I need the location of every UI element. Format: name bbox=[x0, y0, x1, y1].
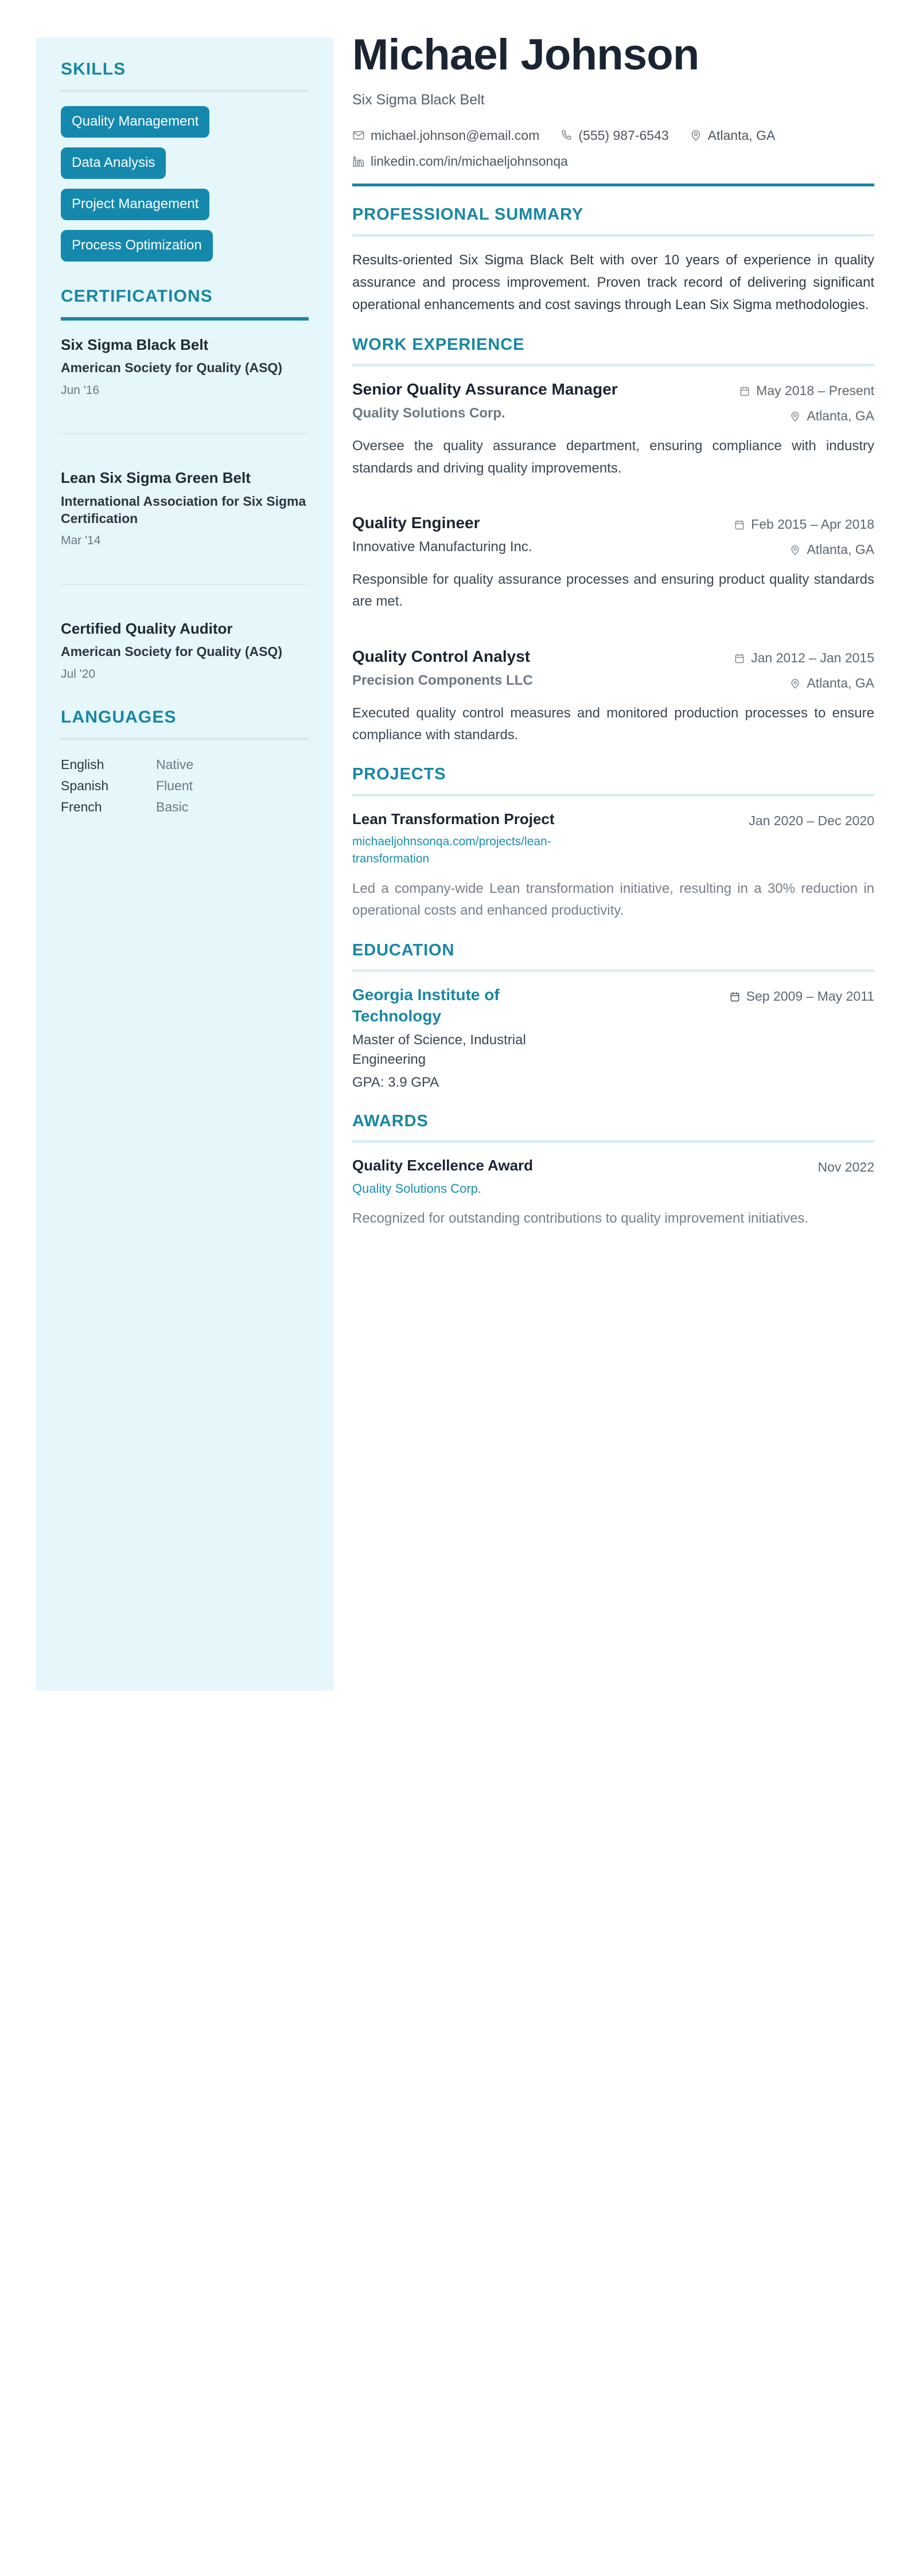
project-dates bbox=[749, 809, 874, 830]
spacer bbox=[61, 397, 309, 433]
contact-phone[interactable] bbox=[560, 127, 668, 144]
calendar-icon bbox=[734, 653, 745, 664]
sidebar-section-languages bbox=[61, 708, 309, 818]
education-gpa: GPA: 3.9 GPA bbox=[352, 1075, 439, 1091]
section-projects bbox=[352, 766, 874, 922]
education-degree: Master of Science, Industrial Engineering bbox=[352, 1032, 526, 1068]
job-company: Quality Solutions Corp. bbox=[352, 405, 505, 421]
calendar-icon bbox=[734, 519, 745, 530]
skill-pill[interactable]: Data Analysis bbox=[61, 147, 166, 179]
award-date-text: Nov 2022 bbox=[817, 1160, 874, 1175]
candidate-title: Six Sigma Black Belt bbox=[352, 91, 485, 108]
awards-heading: AWARDS bbox=[352, 1111, 429, 1130]
job-dates bbox=[734, 646, 874, 667]
project-url[interactable]: michaeljohnsonqa.com/projects/lean-transformation bbox=[352, 835, 551, 865]
language-level: Native bbox=[156, 756, 194, 772]
map-pin-icon bbox=[690, 129, 702, 142]
language-row bbox=[61, 754, 309, 775]
work-entry-title-row bbox=[352, 379, 874, 400]
skill-pill[interactable]: Quality Management bbox=[61, 106, 209, 138]
project-description: Led a company-wide Lean transformation initiative, resulting in a 30% reduction in operational costs and enhanced productivity. bbox=[352, 880, 874, 919]
spacer bbox=[61, 548, 309, 584]
envelope-icon bbox=[352, 129, 365, 142]
job-title: Senior Quality Assurance Manager bbox=[352, 380, 618, 399]
calendar-icon bbox=[729, 991, 741, 1002]
contact-email-text: michael.johnson@email.com bbox=[371, 127, 540, 143]
award-title: Quality Excellence Award bbox=[352, 1157, 534, 1174]
projects-divider bbox=[352, 794, 874, 797]
education-school: Georgia Institute of Technology bbox=[352, 986, 500, 1025]
certification-date: Jun '16 bbox=[61, 384, 100, 397]
language-name: French bbox=[61, 799, 102, 815]
certification-date: Jul '20 bbox=[61, 667, 96, 681]
education-divider bbox=[352, 969, 874, 972]
project-title: Lean Transformation Project bbox=[352, 810, 555, 828]
job-title: Quality Control Analyst bbox=[352, 647, 531, 665]
certification-title: Certified Quality Auditor bbox=[61, 619, 233, 637]
work-entry-company-row bbox=[352, 672, 874, 692]
candidate-name: Michael Johnson bbox=[352, 30, 699, 79]
contact-linkedin[interactable] bbox=[352, 153, 568, 170]
education-dates-text: Sep 2009 – May 2011 bbox=[746, 989, 874, 1004]
skills-heading: SKILLS bbox=[61, 60, 126, 79]
work-entry-title-row bbox=[352, 513, 874, 534]
header-divider bbox=[352, 184, 874, 186]
section-education bbox=[352, 942, 874, 1093]
work-entry bbox=[352, 646, 874, 747]
section-professional-summary bbox=[352, 206, 874, 317]
job-dates bbox=[739, 379, 874, 400]
spacer bbox=[352, 613, 874, 646]
education-dates bbox=[729, 985, 874, 1005]
certifications-heading: CERTIFICATIONS bbox=[61, 287, 213, 306]
certification-date: Mar '14 bbox=[61, 534, 101, 548]
work-entry-company-row bbox=[352, 404, 874, 425]
calendar-icon bbox=[739, 385, 750, 397]
job-company: Precision Components LLC bbox=[352, 672, 533, 688]
job-location-text: Atlanta, GA bbox=[807, 408, 874, 424]
certification-title: Lean Six Sigma Green Belt bbox=[61, 469, 251, 487]
certification-issuer: International Association for Six Sigma Certification bbox=[61, 493, 306, 526]
summary-text: Results-oriented Six Sigma Black Belt with over 10 years of experience in quality assurance and process improvement. Proven track record of delivering significant operational enhancements and cost savings through Lean Six Sigma methodologies. bbox=[352, 252, 874, 313]
certification-item bbox=[61, 619, 309, 681]
section-work-experience bbox=[352, 336, 874, 747]
job-location-text: Atlanta, GA bbox=[807, 675, 874, 690]
job-location bbox=[789, 538, 874, 559]
map-pin-icon bbox=[789, 678, 801, 689]
linkedin-icon bbox=[352, 155, 365, 168]
summary-heading: PROFESSIONAL SUMMARY bbox=[352, 205, 584, 224]
contact-phone-text: (555) 987-6543 bbox=[578, 127, 669, 143]
certification-title: Six Sigma Black Belt bbox=[61, 336, 209, 353]
job-location bbox=[789, 672, 874, 692]
contact-row-secondary bbox=[352, 153, 874, 170]
job-location-text: Atlanta, GA bbox=[807, 542, 874, 557]
skills-divider bbox=[61, 89, 309, 92]
job-company: Innovative Manufacturing Inc. bbox=[352, 539, 532, 555]
spacer bbox=[61, 681, 309, 708]
sidebar bbox=[36, 38, 334, 1691]
phone-icon bbox=[560, 129, 573, 142]
language-name: English bbox=[61, 756, 104, 772]
main-column bbox=[352, 32, 874, 1230]
contact-row-primary bbox=[352, 127, 874, 144]
award-description: Recognized for outstanding contributions to quality improvement initiatives. bbox=[352, 1210, 809, 1226]
job-dates-text: May 2018 – Present bbox=[756, 383, 874, 399]
contact-email[interactable] bbox=[352, 127, 539, 144]
job-title: Quality Engineer bbox=[352, 514, 480, 532]
contact-linkedin-text: linkedin.com/in/michaeljohnsonqa bbox=[371, 154, 568, 169]
languages-divider bbox=[61, 737, 309, 740]
work-entry bbox=[352, 513, 874, 613]
certification-separator bbox=[61, 433, 309, 434]
work-heading: WORK EXPERIENCE bbox=[352, 335, 525, 354]
projects-heading: PROJECTS bbox=[352, 765, 446, 784]
skill-pill[interactable]: Process Optimization bbox=[61, 230, 213, 261]
language-level: Fluent bbox=[156, 778, 193, 794]
certification-item bbox=[61, 335, 309, 397]
job-dates-text: Feb 2015 – Apr 2018 bbox=[751, 517, 874, 532]
contact-location bbox=[690, 127, 776, 144]
certification-separator bbox=[61, 584, 309, 585]
award-date bbox=[818, 1156, 874, 1176]
job-dates bbox=[734, 513, 874, 533]
work-entry-company-row bbox=[352, 538, 874, 559]
job-description: Responsible for quality assurance processes and ensuring product quality standards are met. bbox=[352, 571, 874, 610]
summary-divider bbox=[352, 234, 874, 237]
certification-issuer: American Society for Quality (ASQ) bbox=[61, 643, 282, 659]
language-level: Basic bbox=[156, 799, 189, 815]
map-pin-icon bbox=[789, 411, 801, 422]
job-dates-text: Jan 2012 – Jan 2015 bbox=[751, 650, 874, 665]
spacer bbox=[352, 479, 874, 513]
language-name: Spanish bbox=[61, 778, 109, 794]
spacer bbox=[61, 261, 309, 287]
map-pin-icon bbox=[789, 544, 801, 556]
certification-item bbox=[61, 469, 309, 548]
sidebar-section-certifications bbox=[61, 287, 309, 681]
contact-location-text: Atlanta, GA bbox=[707, 127, 776, 143]
work-entry bbox=[352, 379, 874, 479]
project-dates-text: Jan 2020 – Dec 2020 bbox=[749, 813, 874, 829]
certification-issuer: American Society for Quality (ASQ) bbox=[61, 360, 282, 376]
work-divider bbox=[352, 364, 874, 366]
skills-list bbox=[61, 106, 309, 261]
job-location bbox=[789, 404, 874, 425]
education-heading: EDUCATION bbox=[352, 940, 455, 959]
project-entry bbox=[352, 809, 874, 922]
resume-header bbox=[352, 32, 874, 186]
sidebar-section-skills bbox=[61, 60, 309, 261]
education-entry bbox=[352, 985, 874, 1092]
award-title-row bbox=[352, 1156, 874, 1176]
work-entry-title-row bbox=[352, 646, 874, 668]
languages-heading: LANGUAGES bbox=[61, 707, 177, 727]
education-title-row bbox=[352, 985, 874, 1027]
award-entry bbox=[352, 1156, 874, 1230]
job-description: Executed quality control measures and monitored production processes to ensure compliance with standards. bbox=[352, 705, 874, 743]
project-title-row bbox=[352, 809, 874, 830]
language-row bbox=[61, 775, 309, 797]
skill-pill[interactable]: Project Management bbox=[61, 189, 209, 220]
language-row bbox=[61, 797, 309, 818]
section-awards bbox=[352, 1113, 874, 1230]
award-issuer: Quality Solutions Corp. bbox=[352, 1181, 481, 1196]
certifications-divider bbox=[61, 317, 309, 321]
job-description: Oversee the quality assurance department, ensuring compliance with industry standards and driving quality improvements. bbox=[352, 438, 874, 476]
awards-divider bbox=[352, 1140, 874, 1143]
